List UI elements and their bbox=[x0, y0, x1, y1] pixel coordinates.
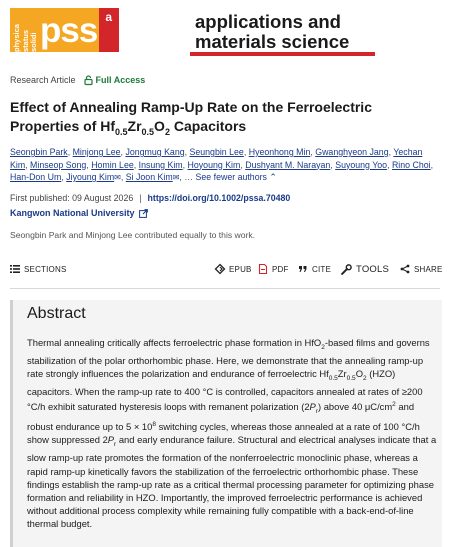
access-label: Full Access bbox=[95, 75, 146, 85]
toolbar-divider bbox=[10, 288, 440, 289]
author-link[interactable]: Seungbin Lee bbox=[189, 147, 244, 157]
cite-label: CITE bbox=[312, 264, 332, 274]
journal-banner bbox=[0, 0, 450, 62]
email-icon[interactable]: ✉ bbox=[172, 173, 180, 182]
author-list: Seongbin Park, Minjong Lee, Jongmug Kang, Seungbin Lee, Hyeonhong Min, Gwanghyeon Jang, Yechan Kim, Minseop Song, Homin Lee, Insung Kim, Hoyoung Kim, Dushyant M. Narayan, Suyoung Yoo, Rino Choi, Han-Don Um, Jiyoung Kim✉, Si Joon Kim✉, … See fewer authors ⌃ bbox=[10, 147, 434, 182]
open-lock-icon bbox=[84, 75, 93, 85]
affiliation-label: Kangwon National University bbox=[10, 208, 135, 218]
author-link[interactable]: Minjong Lee bbox=[72, 147, 121, 157]
author-link[interactable]: Insung Kim bbox=[138, 159, 183, 170]
author-link[interactable]: Hoyoung Kim bbox=[187, 159, 241, 170]
sections-button[interactable] bbox=[10, 264, 67, 274]
author-link[interactable]: Dushyant M. Narayan bbox=[245, 159, 331, 170]
affiliation-link[interactable] bbox=[10, 208, 148, 218]
logo-suffix bbox=[99, 8, 119, 52]
logo-suffix-text: a bbox=[105, 10, 112, 24]
author-link[interactable]: Jongmug Kang bbox=[125, 147, 185, 157]
share-button[interactable] bbox=[400, 264, 443, 274]
author-link[interactable]: Seongbin Park bbox=[10, 147, 68, 157]
logo-pss-text: pss bbox=[40, 10, 98, 50]
journal-logo[interactable] bbox=[10, 8, 119, 52]
share-label: SHARE bbox=[414, 264, 443, 274]
tools-button[interactable] bbox=[341, 264, 389, 275]
abstract-section bbox=[10, 300, 442, 547]
list-icon bbox=[10, 264, 20, 274]
pdf-icon bbox=[258, 264, 268, 274]
journal-name-line1: applications and bbox=[195, 11, 341, 32]
pdf-button[interactable] bbox=[258, 264, 289, 274]
pipe-divider: | bbox=[139, 193, 142, 203]
sections-label: SECTIONS bbox=[24, 264, 67, 274]
article-toolbar bbox=[0, 260, 450, 282]
logo-pss bbox=[37, 8, 99, 52]
logo-word-solidi: solidi bbox=[29, 32, 38, 52]
article-title: Effect of Annealing Ramp-Up Rate on the Ferroelectric Properties of $Hf_{0.5}Zr_{0.5}O_2$ Capacitors bbox=[10, 99, 372, 137]
journal-name[interactable] bbox=[195, 12, 349, 52]
article-type: Research Article bbox=[10, 75, 76, 85]
chevron-up-icon: ⌃ bbox=[269, 172, 277, 182]
equal-contribution-note: Seongbin Park and Minjong Lee contributed equally to this work. bbox=[10, 230, 256, 240]
tools-label: TOOLS bbox=[356, 264, 390, 275]
article-meta bbox=[10, 75, 145, 85]
author-link[interactable]: Homin Lee bbox=[91, 159, 134, 170]
email-icon[interactable]: ✉ bbox=[114, 173, 121, 182]
epub-button[interactable] bbox=[215, 264, 252, 274]
banner-rule bbox=[190, 52, 375, 56]
logo-vertical-text bbox=[10, 8, 37, 52]
first-published: First published: 09 August 2026 bbox=[10, 193, 134, 203]
cite-button[interactable] bbox=[298, 264, 331, 274]
quote-icon bbox=[298, 264, 308, 274]
abstract-text: Thermal annealing critically affects ferroelectric phase formation in HfO$_2$-based films and governs stabilization of the polar orthorhombic phase. Here, we demonstrate that the annealing ramp-up rate strongly influences the polarization and endurance of ferroelectric $Hf_{0.5}Zr_{0.5}O_2$ (HZO) capacitors. When the ramp-up rate to 400 °C is controlled, capacitors annealed at rates of ≥200 °C/h exhibit saturated hysteresis loops with remanent polarization $(2P_r)$ above 40 $\mu C/cm^2$ and robust endurance up to $5 \times 10^8$ switching cycles, whereas those annealed at a rate of 100 °C/h show suppressed $2P_r$ and early endurance failure. Structural and electrical analyses indicate that a slow ramp-up rate promotes the formation of the nonferroelectric monoclinic phase, whereas a rapid ramp-up kinetically favors the stabilization of the ferroelectric orthorhombic phase. These findings establish the ramp-up rate as a critical thermal processing parameter for optimizing phase formation and reliability in HZO. Importantly, the improved ferroelectric performance is achieved without additional process complexity while remaining fully compatible with a back-end-of-line thermal budget. bbox=[27, 337, 437, 529]
author-link[interactable]: Hyeonhong Min bbox=[248, 147, 311, 157]
epub-label: EPUB bbox=[229, 264, 252, 274]
wrench-icon bbox=[341, 264, 352, 275]
author-link[interactable]: Jiyoung Kim bbox=[66, 172, 115, 182]
external-link-icon bbox=[139, 209, 148, 218]
author-link[interactable]: Yechan Kim bbox=[10, 147, 423, 170]
author-link[interactable]: Si Joon Kim bbox=[125, 172, 173, 182]
epub-icon bbox=[215, 264, 225, 274]
author-link[interactable]: Gwanghyeon Jang bbox=[315, 147, 389, 157]
author-link[interactable]: Han-Don Um bbox=[10, 172, 62, 182]
journal-name-line2: materials science bbox=[195, 31, 350, 52]
logo-word-physica: physica bbox=[12, 24, 21, 52]
abstract-heading: Abstract bbox=[27, 305, 86, 322]
publication-info bbox=[10, 193, 290, 203]
author-link[interactable]: Rino Choi bbox=[391, 159, 431, 170]
share-icon bbox=[400, 264, 410, 274]
author-link[interactable]: Minseop Song bbox=[30, 159, 87, 170]
pdf-label: PDF bbox=[272, 264, 289, 274]
author-link[interactable]: Suyoung Yoo bbox=[335, 159, 388, 170]
logo-word-status: status bbox=[21, 29, 30, 52]
access-badge bbox=[84, 75, 146, 85]
doi-link[interactable]: https://doi.org/10.1002/pssa.70480 bbox=[147, 193, 291, 203]
see-fewer-authors-link[interactable]: See fewer authors ⌃ bbox=[195, 172, 277, 182]
